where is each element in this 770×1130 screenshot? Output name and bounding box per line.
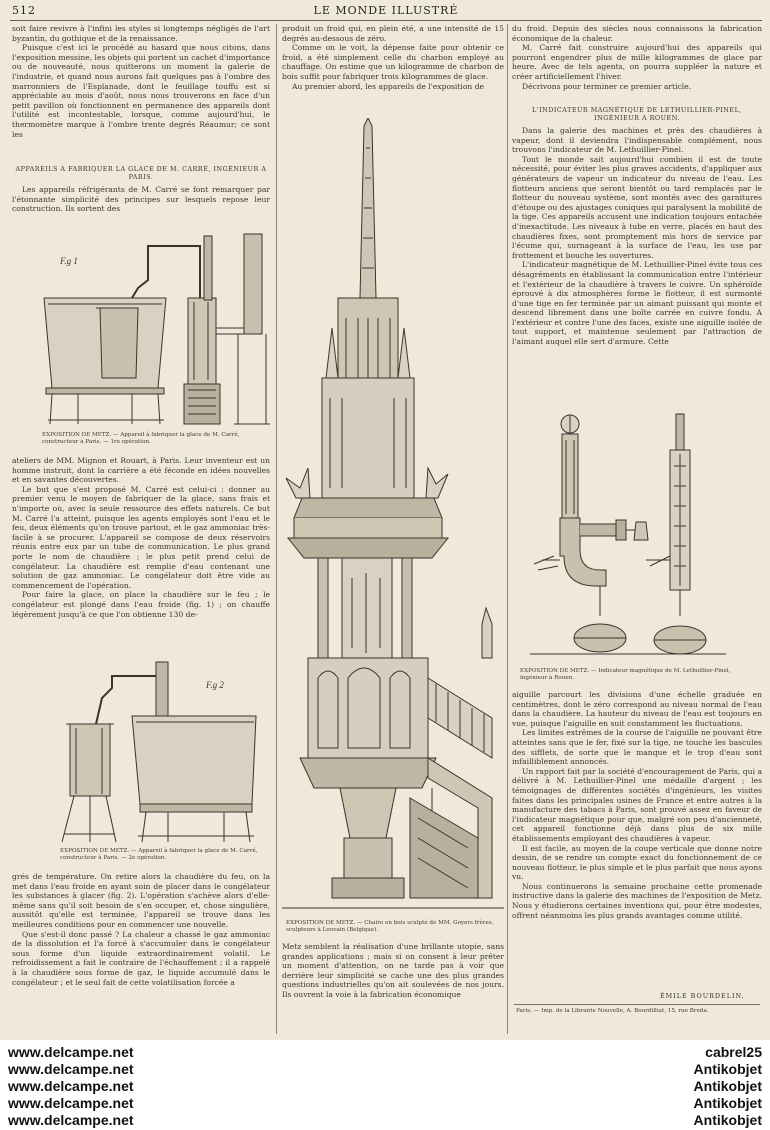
watermark-url: www.delcampe.net [8,1095,134,1111]
newspaper-title: LE MONDE ILLUSTRÉ [313,4,459,17]
figure-magnetic-indicator [530,410,726,666]
paragraph: Les limites extrêmes de la course de l'aiguille ne pouvant être atteintes sans que le fer, fixé sur la tige, ne touche les bascules des sifflets, de sorte que le manque et le trop d'eau sont infailliblement annoncés. [512,728,762,767]
figure-caption: EXPOSITION DE METZ. — Chaire en bois sculpté de MM. Goyers frères, sculpteurs à Louvain (Belgique). [286,920,494,934]
paragraph: du froid. Depuis des siècles nous connaissons la fabrication économique de la chaleur. [512,24,762,43]
watermark-footer [0,1040,770,1130]
paragraph: Nous continuerons la semaine prochaine cette promenade instructive dans la galerie des machines de l'exposition de Metz. Nous y étudierons certaines inventions qui, pour être modestes, offrent néanmoins les plus grands avantages comme utilité. [512,881,762,920]
printer-imprint: Paris. — Imp. de la Librairie Nouvelle, A. Bourdilliat, 15, rue Breda. [516,1008,709,1014]
column-3-bottom-text [512,690,762,990]
seller-name: Antikobjet [693,1061,762,1077]
page-number: 512 [12,4,36,17]
figure-ice-machine-1 [38,228,270,428]
paragraph: aiguille parcourt les divisions d'une échelle graduée en centimètres, dont le zéro correspond au niveau normal de l'eau dans la chaudière. La hauteur du niveau de l'eau est toujours en vue, puisque l'aiguille en suit constamment les fluctuations. [512,690,762,728]
seller-name: Antikobjet [693,1112,762,1128]
paragraph: grés de température. On retire alors la chaudière du feu, on la met dans l'eau froide en ayant soin de placer dans le congélateur les substances à glacer (fig. 2). L'opération s'achève alors d'elle-même sans qu'il soit besoin de s'en occuper, et, chose singulière, aussitôt qu'elle est terminée, l'appareil se trouve dans les meilleures conditions pour en commencer une nouvelle. [12,872,270,929]
paragraph: Metz semblent la réalisation d'une brillante utopie, sans grandes applications ; mais si on consent à leur prêter un moment d'attention, on ne tarde pas à voir que derrière leur simplicité se cache une des plus grandes questions industrielles qu'on ait soulevées de nos jours. Ils ouvrent la voie à la fabrication économique [282,942,504,999]
paragraph: Décrivons pour terminer ce premier article. [522,81,692,91]
paragraph: Pour faire la glace, on place la chaudière sur le feu ; le congélateur est plongé dans l'eau froide (fig. 1) ; on chauffe légèrement jusqu'à ce que l'on obtienne 130 de- [12,590,270,619]
paragraph: Tout le monde sait aujourd'hui combien il est de toute nécessité, pour éviter les plus graves accidents, d'appliquer aux générateurs de vapeur un indicateur du niveau de l'eau. Les flotteurs anciens que seront bientôt ou tard remplacés par le flotteur du nouveau système, sont montés avec des garnitures d'étoupe ou des ajustages coniques qui paralysent la mobilité de la tige. Ces appareils accusent une indication toujours entachée d'inexactitude. Les niveaux à tube en verre, placés en haut des chaudières fixes, sont promptement mis hors de service par l'écume qui, surnageant à la surface de l'eau, les use par frottement et bouche les ouvertures. [512,154,762,260]
column-1-text [12,456,270,650]
paragraph: Comme on le voit, la dépense faite pour obtenir ce froid, a été simplement celle du charbon employé au chauffage. On estime que un kilogramme de charbon de bois suffit pour fabriquer trois kilogrammes de glace. [282,43,504,81]
figure-caption: EXPOSITION DE METZ. — Appareil à fabriquer la glace de M. Carré, constructeur à Paris. — 2e opération. [60,848,258,862]
column-divider [507,24,508,1034]
paragraph: Dans la galerie des machines et près des chaudières à vapeur, dont il deviendra l'indispensable complément, nous trouvons l'indicateur de M. Lethuillier-Pinel. [512,126,762,155]
page-header [10,2,762,21]
section-heading-text: L'INDICATEUR MAGNÉTIQUE DE LETHUILLIER-PINEL, INGÉNIEUR A ROUEN. [532,106,742,122]
column-1-text [12,185,270,223]
column-3-text [512,126,762,406]
figure-label: F.g 1 [60,256,78,266]
section-heading [512,106,762,122]
column-divider [276,24,277,1034]
column-3-top-text [512,24,762,102]
figure-label: F.g 2 [206,680,224,690]
seller-name: Antikobjet [693,1078,762,1094]
paragraph: ateliers de MM. Mignon et Rouart, à Paris. Leur inventeur est un homme instruit, dont la carrière a été féconde en idées nouvelles et en savantes découvertes. [12,456,270,485]
figure-carved-pulpit [282,118,504,918]
paragraph: Il est facile, au moyen de la coupe verticale que donne notre dessin, de se rendre un compte exact du fonctionnement de ce nouveau flotteur, le plus simple et le plus parfait que nous ayons vu. [512,843,762,882]
watermark-url: www.delcampe.net [8,1112,134,1128]
paragraph: soit faire revivre à l'infini les styles si longtemps négligés de l'art byzantin, du gothique et de la renaissance. [12,24,270,43]
column-2-top-text [282,24,504,112]
divider [514,1004,760,1005]
paragraph: Le but que s'est proposé M. Carré est celui-ci : donner au premier venu le moyen de fabriquer de la glace, sans frais et n'importe où, avec la seule ressource des effets naturels. Ce but M. Carré l'a atteint, puisque les agents employés sont l'eau et le feu, deux éléments qu'on trouve partout, et le gaz ammoniac très-facile à se procurer. L'appareil se compose de deux réservoirs réunis entre eux par un tube de communication. Le plus grand porte le nom de chaudière ; le plus petit prend celui de congélateur. La chaudière est remplie d'eau contenant une solution de gaz ammoniac. Le congélateur doit être vide au commencement de l'opération. [12,484,270,590]
watermark-url: www.delcampe.net [8,1044,134,1060]
watermark-url: www.delcampe.net [8,1078,134,1094]
column-2-bottom-text [282,942,504,1036]
paragraph: Que s'est-il donc passé ? La chaleur a chassé le gaz ammoniac de la dissolution et l'a forcé à s'accumuler dans le congélateur sous forme d'un liquide extraordinairement volatil. Le refroidissement a fait le contraire de l'échauffement ; il a rappelé à la chaudière sous forme de gaz, le liquide accumulé dans le congélateur ; et le seul fait de cette volatilisation forcée a [12,929,270,987]
paragraph: Puisque c'est ici le procédé au hasard que nous citons, dans l'exposition messine, les objets qui portent un cachet d'importance ou de nouveauté, nous quitterons un moment la galerie de l'industrie, et quand nous aurons fait quelques pas à l'ombre des marronniers de l'Esplanade, dont le feuillage touffu est si appréciable au mois d'août, nous nous trouverons en face d'un petit pavillon où fonctionnent en permanence des appareils dont l'utilité est incontestable, lorsque, comme aujourd'hui, le thermomètre marque à l'ombre trente degrés Réaumur; ce sont les [12,43,270,139]
seller-name: Antikobjet [693,1095,762,1111]
figure-caption: EXPOSITION DE METZ. — Indicateur magnétique de M. Lethuillier-Pinel, ingénieur à Rouen. [520,668,731,682]
paragraph: Les appareils réfrigérants de M. Carré se font remarquer par l'étonnante simplicité des principes sur lesquels repose leur construction. Ils sortent des [12,185,270,214]
figure-ice-machine-2 [56,654,266,846]
paragraph: Au premier abord, les appareils de l'exposition de [292,81,485,91]
section-heading-text: APPAREILS A FABRIQUER LA GLACE DE M. CARRÉ, INGÉNIEUR A PARIS. [15,165,267,181]
seller-name: cabrel25 [705,1044,762,1060]
section-heading [12,165,270,181]
paragraph: produit un froid qui, en plein été, a une intensité de 15 degrés au-dessous de zéro. [282,24,504,43]
column-1-top-text [12,24,270,162]
author-signature: ÉMILE BOURDELIN. [660,992,745,1000]
paragraph: Un rapport fait par la société d'encouragement de Paris, qui a délivré à M. Lethuillier-Pinel une médaille d'argent ; les témoignages de différentes sociétés d'ingénieurs, les visites faites dans les principales usines de France et entre autres à la manufacture des tabacs à Paris, sont prouvé assez en faveur de l'indicateur magnétique pour que, malgré son peu d'ancienneté, cet appareil fonctionne déjà dans plus de six mille établissements employant des chaudières à vapeur. [512,766,762,843]
watermark-url: www.delcampe.net [8,1061,134,1077]
paragraph: L'indicateur magnétique de M. Lethuillier-Pinel évite tous ces désagréments en établissant la communication entre l'intérieur et l'extérieur de la chaudière à travers le cuivre. Un sphéroïde éprouvé à dix atmosphères forme le flotteur, il est surmonté d'une tige en fer terminée par un aimant puissant qui monte et descend librement dans une boîte carrée en cuivre fondu. A l'extérieur et contre l'une des faces, existe une aiguille isolée de tout support, et maintenue seulement par l'attraction de l'aimant auquel elle sert d'armure. Cette [512,260,762,347]
figure-caption: EXPOSITION DE METZ. — Appareil à fabriquer la glace de M. Carré, constructeur à Paris. — 1re opération. [42,432,240,446]
paragraph: M. Carré fait construire aujourd'hui des appareils qui pourront engendrer plus de mille kilogrammes de glace par heure. Avec de tels agents, on pourra suppléer la nature et créer artificiellement l'hiver. [512,43,762,81]
column-1-bottom-text [12,872,270,1036]
